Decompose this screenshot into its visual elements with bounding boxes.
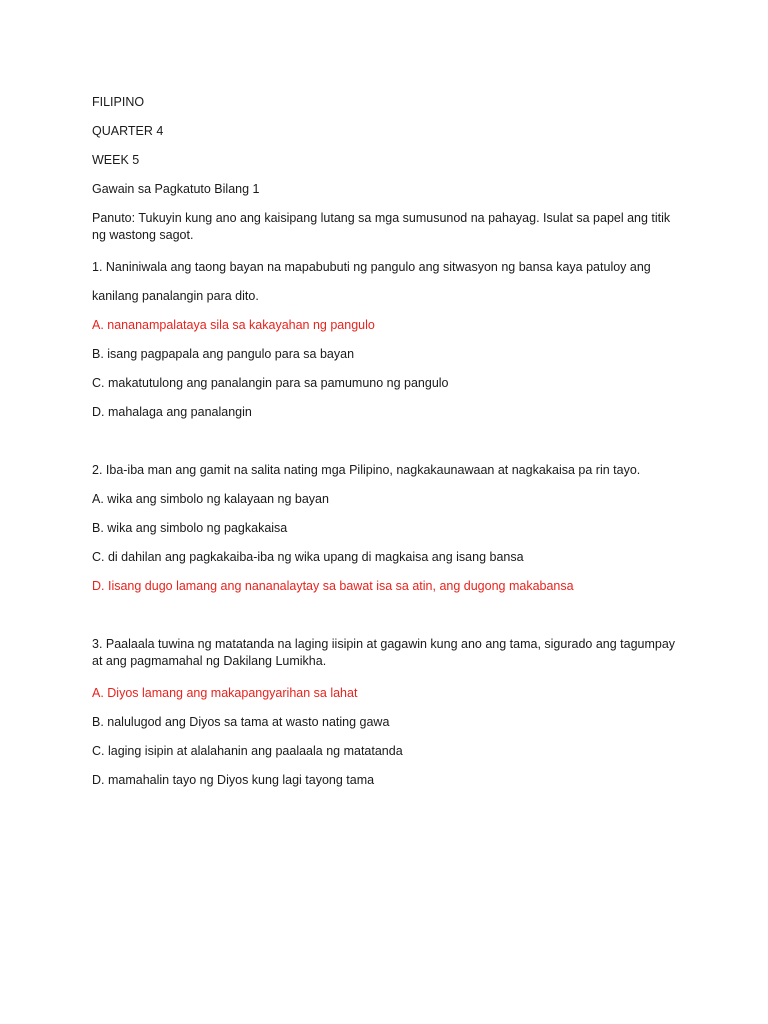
- question-1-choice-d: D. mahalaga ang panalangin: [92, 405, 252, 419]
- instructions-text: Panuto: Tukuyin kung ano ang kaisipang lutang sa mga sumusunod na pahayag. Isulat sa papel ang titik ng wastong sagot.: [92, 211, 671, 242]
- quarter-label: QUARTER 4: [92, 124, 164, 138]
- question-3-choice-c: C. laging isipin at alalahanin ang paalaala ng matatanda: [92, 744, 403, 758]
- question-2-choice-b: B. wika ang simbolo ng pagkakaisa: [92, 521, 288, 535]
- question-3-choice-b: B. nalulugod ang Diyos sa tama at wasto nating gawa: [92, 715, 390, 729]
- question-2-choice-c: C. di dahilan ang pagkakaiba-iba ng wika upang di magkaisa ang isang bansa: [92, 550, 524, 564]
- question-3-choice-a: A. Diyos lamang ang makapangyarihan sa lahat: [92, 686, 358, 700]
- question-2-stem: 2. Iba-iba man ang gamit na salita nating mga Pilipino, nagkakaunawaan at nagkakaisa pa rin tayo.: [92, 463, 641, 477]
- question-1-choice-a: A. nananampalataya sila sa kakayahan ng pangulo: [92, 318, 375, 332]
- question-3-choice-d: D. mamahalin tayo ng Diyos kung lagi tayong tama: [92, 773, 375, 787]
- question-1-stem-line-2: kanilang panalangin para dito.: [92, 289, 259, 303]
- question-3-stem: 3. Paalaala tuwina ng matatanda na laging iisipin at gagawin kung ano ang tama, sigurado ang tagumpay at ang pagmamahal ng Dakilang Lumikha.: [92, 637, 676, 668]
- question-1-choice-c: C. makatutulong ang panalangin para sa pamumuno ng pangulo: [92, 376, 449, 390]
- question-2-choice-a: A. wika ang simbolo ng kalayaan ng bayan: [92, 492, 329, 506]
- week-label: WEEK 5: [92, 153, 140, 167]
- question-1-choice-b: B. isang pagpapala ang pangulo para sa bayan: [92, 347, 355, 361]
- subject-title: FILIPINO: [92, 95, 145, 109]
- question-1-stem-line-1: 1. Naniniwala ang taong bayan na mapabubuti ng pangulo ang sitwasyon ng bansa kaya patuloy ang: [92, 260, 651, 274]
- activity-title: Gawain sa Pagkatuto Bilang 1: [92, 182, 260, 196]
- question-2-choice-d: D. Iisang dugo lamang ang nananalaytay sa bawat isa sa atin, ang dugong makabansa: [92, 579, 574, 593]
